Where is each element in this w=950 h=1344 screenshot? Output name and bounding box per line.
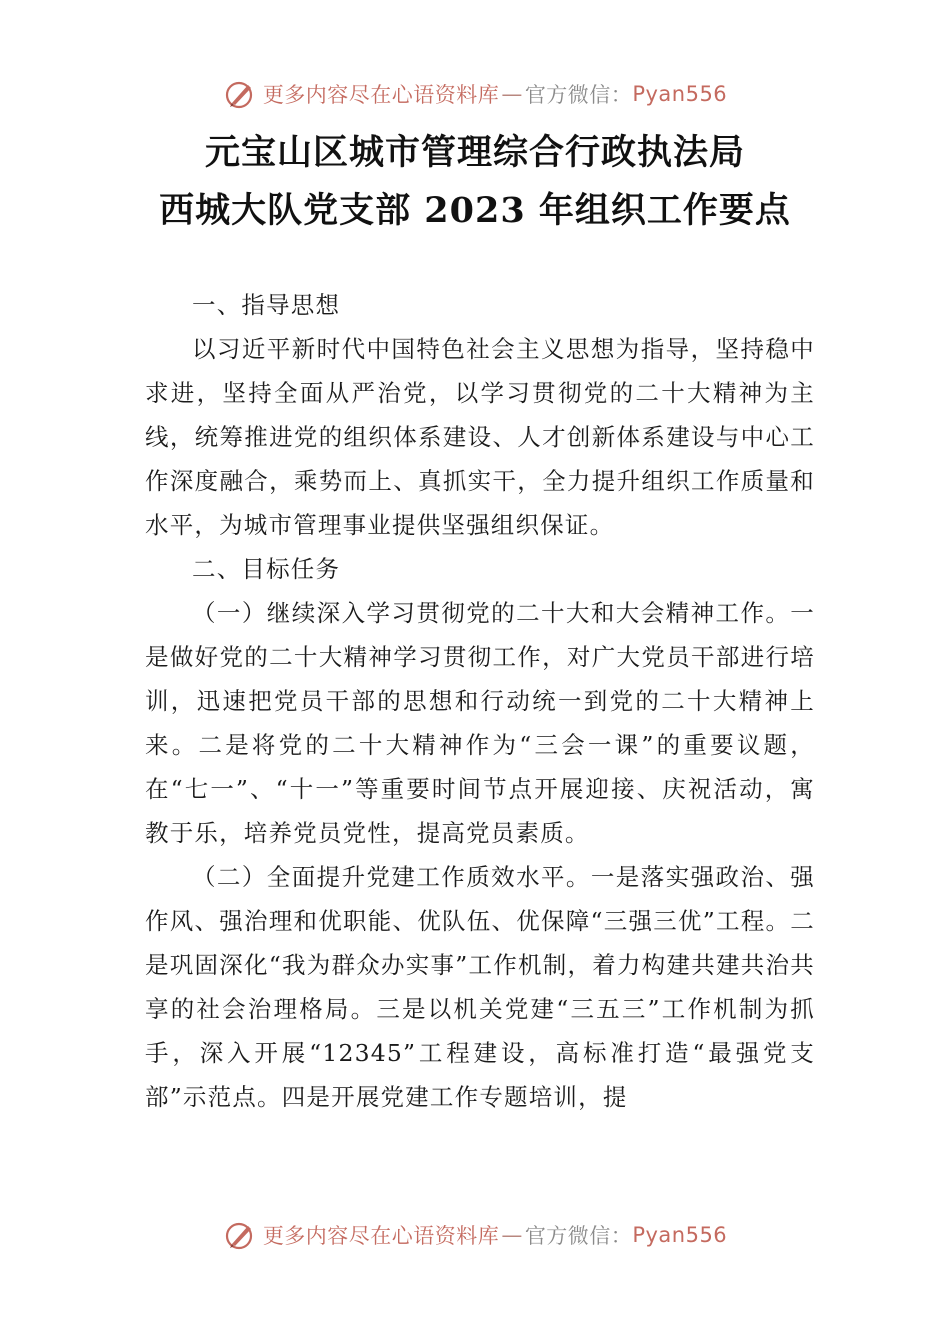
document-title-line-2: 西城大队党支部 2023 年组织工作要点: [159, 190, 791, 231]
document-body: [145, 283, 815, 1119]
pen-logo-icon: [223, 77, 257, 111]
watermark-main-text: 更多内容尽在心语资料库: [262, 1224, 500, 1248]
body-paragraph: 以习近平新时代中国特色社会主义思想为指导，坚持稳中求进，坚持全面从严治党，以学习贯彻党的二十大精神为主线，统筹推进党的组织体系建设、人才创新体系建设与中心工作深度融合，乘势而上、真抓实干，全力提升组织工作质量和水平，为城市管理事业提供坚强组织保证。: [145, 335, 815, 539]
body-paragraph: （一）继续深入学习贯彻党的二十大和大会精神工作。一是做好党的二十大精神学习贯彻工作，对广大党员干部进行培训，迅速把党员干部的思想和行动统一到党的二十大精神上来。二是将党的二十大精神作为“三会一课”的重要议题，在“七一”、“十一”等重要时间节点开展迎接、庆祝活动，寓教于乐，培养党员党性，提高党员素质。: [145, 599, 815, 847]
watermark-id: Pyan556: [632, 1223, 728, 1247]
watermark-separator: —: [501, 1223, 523, 1247]
watermark-main-text: 更多内容尽在心语资料库: [262, 83, 500, 107]
document-title-line-1: 元宝山区城市管理综合行政执法局: [204, 132, 745, 173]
body-paragraph: （二）全面提升党建工作质效水平。一是落实强政治、强作风、强治理和优职能、优队伍、优保障“三强三优”工程。二是巩固深化“我为群众办实事”工作机制，着力构建共建共治共享的社会治理格局。三是以机关党建“三五三”工作机制为抓手，深入开展“12345”工程建设，高标准打造“最强党支部”示范点。四是开展党建工作专题培训，提: [145, 863, 815, 1111]
section-heading-goals-tasks: 二、目标任务: [192, 555, 341, 583]
pen-logo-icon: [223, 1218, 257, 1252]
watermark-id: Pyan556: [632, 82, 728, 106]
watermark-footer: [0, 1215, 950, 1255]
watermark-label: 官方微信：: [524, 1224, 633, 1248]
watermark-label: 官方微信：: [524, 83, 633, 107]
section-heading-guiding-ideology: 一、指导思想: [192, 291, 341, 319]
watermark-separator: —: [501, 82, 523, 106]
watermark-header: [0, 74, 950, 114]
